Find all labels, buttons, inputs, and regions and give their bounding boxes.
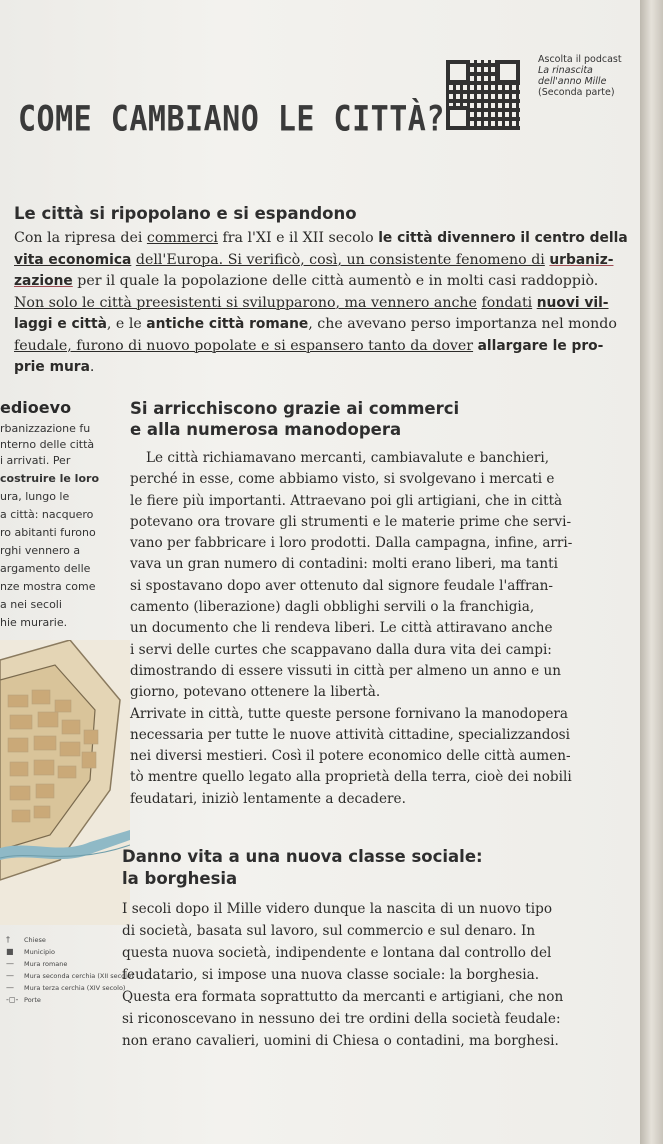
section2-line: vava un gran numero di contadini: molti erano liberi, ma tanti xyxy=(130,556,558,573)
section2-line: camento (liberazione) dagli obblighi servili o la franchigia, xyxy=(130,599,535,616)
section2-line: Le città richiamavano mercanti, cambiavalute e banchieri, xyxy=(146,450,550,466)
legend-item: — Mura seconda cerchia (XII secolo) xyxy=(6,971,134,980)
section2-line: Arrivate in città, tutte queste persone fornivano la manodopera xyxy=(130,705,568,722)
section2-heading-line1: Si arricchiscono grazie ai commerci xyxy=(130,399,460,418)
sidebar-line: nze mostra come xyxy=(0,580,96,593)
sidebar-title: edioevo xyxy=(0,398,72,417)
sidebar-line: rghi vennero a xyxy=(0,544,81,557)
section1-line: Non solo le città preesistenti si svilupparono, ma vennero anche fondati nuovi vil- xyxy=(14,294,609,311)
section2-line: potevano ora trovare gli strumenti e le materie prime che servi- xyxy=(130,513,572,530)
section1-line: Con la ripresa dei commerci fra l'XI e il XII secolo le città divennero il centro della xyxy=(14,230,628,246)
section3-line: Questa era formata soprattutto da mercanti e artigiani, che non xyxy=(122,989,564,1005)
legend-item: † Chiese xyxy=(6,935,46,944)
section1-text xyxy=(14,228,639,379)
page-title: COME CAMBIANO LE CITTÀ? xyxy=(18,99,445,140)
section2-heading xyxy=(130,398,459,440)
podcast-title-1: La rinascita xyxy=(538,65,593,76)
section1-line: feudale, furono di nuovo popolate e si espansero tanto da dover allargare le pro- xyxy=(14,337,604,354)
section1-line: zazione per il quale la popolazione delle città aumentò e in molti casi raddoppiò. xyxy=(14,273,599,289)
section1-line: vita economica dell'Europa. Si verificò, così, un consistente fenomeno di urbaniz- xyxy=(14,251,614,268)
section2-line: le fiere più importanti. Attraevano poi gli artigiani, che in città xyxy=(130,492,563,509)
section3-heading-line1: Danno vita a una nuova classe sociale: xyxy=(122,847,483,866)
podcast-box[interactable] xyxy=(538,54,622,98)
section3-text xyxy=(122,898,638,1052)
sidebar-line: i arrivati. Per xyxy=(0,454,71,467)
section1-line: laggi e città, e le antiche città romane, che avevano perso importanza nel mondo xyxy=(14,316,617,332)
sidebar-line: a nei secoli xyxy=(0,598,62,611)
section2-line: tò mentre quello legato alla proprietà della terra, cioè dei nobili xyxy=(130,769,572,786)
legend-item: — Mura romane xyxy=(6,959,68,968)
sidebar-line: rbanizzazione fu xyxy=(0,422,91,435)
legend-item: -◻- Porte xyxy=(6,995,41,1004)
podcast-title-3: (Seconda parte) xyxy=(538,87,615,98)
legend-item: — Mura terza cerchia (XIV secolo) xyxy=(6,983,126,992)
section2-line: dimostrando di essere vissuti in città per almeno un anno e un xyxy=(130,662,562,679)
sidebar-line: a città: nacquero xyxy=(0,508,94,521)
page-edge xyxy=(640,0,663,1144)
section3-heading-line2: la borghesia xyxy=(122,869,238,888)
section1-line: prie mura. xyxy=(14,359,95,375)
section3-line: di società, basata sul lavoro, sul commercio e sul denaro. In xyxy=(122,923,536,939)
podcast-title-2: dell'anno Mille xyxy=(538,76,607,87)
section2-heading-line2: e alla numerosa manodopera xyxy=(130,420,402,439)
section3-line: I secoli dopo il Mille videro dunque la nascita di un nuovo tipo xyxy=(122,901,553,917)
sidebar-line: ro abitanti furono xyxy=(0,526,96,539)
section2-text xyxy=(130,448,638,810)
section3-heading xyxy=(122,846,483,890)
section2-line: un documento che li rendeva liberi. Le città attiravano anche xyxy=(130,620,553,637)
sidebar-line: costruire le loro xyxy=(0,472,99,485)
section2-line: i servi delle curtes che scappavano dalla dura vita dei campi: xyxy=(130,641,552,658)
sidebar-line: argamento delle xyxy=(0,562,91,575)
legend-item: ■ Municipio xyxy=(6,947,55,956)
sidebar-line: nterno delle città xyxy=(0,438,95,451)
section3-line: non erano cavalieri, uomini di Chiesa o contadini, ma borghesi. xyxy=(122,1033,559,1049)
section2-line: si spostavano dopo aver ottenuto dal signore feudale l'affran- xyxy=(130,577,553,594)
section2-line: necessaria per tutte le nuove attività cittadine, specializzandosi xyxy=(130,726,570,743)
sidebar-line: ura, lungo le xyxy=(0,490,70,503)
city-map-illustration xyxy=(0,640,130,925)
section3-line: si riconoscevano in nessuno dei tre ordini della società feudale: xyxy=(122,1011,561,1027)
section3-line: questa nuova società, indipendente e lontana dal controllo del xyxy=(122,945,552,961)
podcast-label: Ascolta il podcast xyxy=(538,54,622,65)
section2-line: nei diversi mestieri. Così il potere economico delle città aumen- xyxy=(130,748,571,765)
sidebar-line: hie murarie. xyxy=(0,616,68,629)
qr-code[interactable] xyxy=(446,60,520,130)
section2-line: vano per fabbricare i loro prodotti. Dalla campagna, infine, arri- xyxy=(130,535,573,552)
section3-line: feudatario, si impose una nuova classe sociale: la borghesia. xyxy=(122,967,540,983)
section1-heading: Le città si ripopolano e si espandono xyxy=(14,204,357,223)
section2-line: giorno, potevano ottenere la libertà. xyxy=(130,684,381,701)
section2-line: feudatari, iniziò lentamente a decadere. xyxy=(130,790,406,807)
section2-line: perché in esse, come abbiamo visto, si svolgevano i mercati e xyxy=(130,471,555,488)
